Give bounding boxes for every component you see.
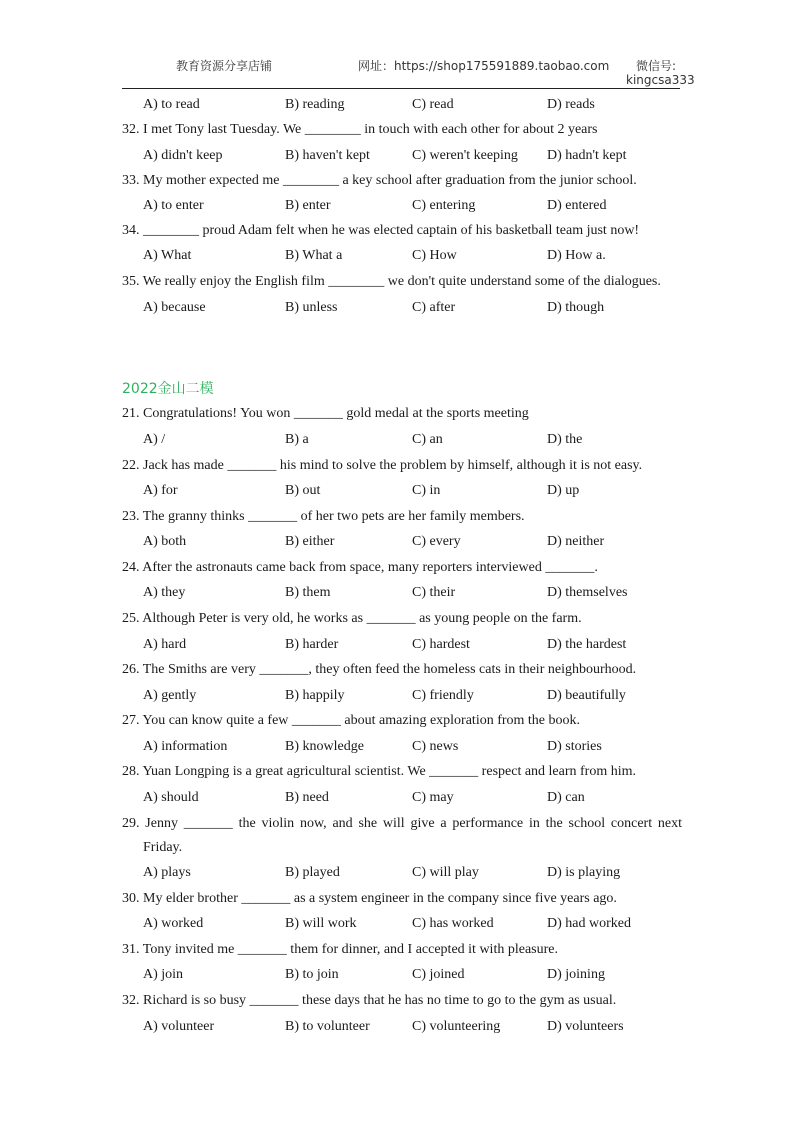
option-b: B) haven't kept (285, 148, 370, 163)
option-c: C) How (412, 248, 457, 263)
option-b: B) played (285, 865, 340, 880)
option-c: C) weren't keeping (412, 148, 518, 163)
option-a: A) volunteer (143, 1019, 215, 1034)
option-b: B) happily (285, 688, 345, 703)
option-a: A) join (143, 967, 184, 982)
option-d: D) themselves (547, 585, 628, 600)
option-a: A) because (143, 300, 206, 315)
option-d: D) is playing (547, 865, 621, 880)
option-c: C) in (412, 483, 441, 498)
option-d: D) How a. (547, 248, 606, 263)
wechat-label: 微信号: (636, 59, 677, 73)
question-text: 33. My mother expected me ________ a key school after graduation from the junior school. (122, 173, 637, 188)
option-a: A) What (143, 248, 192, 263)
option-b: B) will work (285, 916, 357, 931)
option-b: B) either (285, 534, 335, 549)
option-c: C) their (412, 585, 456, 600)
question-text: 35. We really enjoy the English film ________ we don't quite understand some of the dialogues. (122, 274, 661, 289)
wechat-id: kingcsa333 (626, 73, 695, 87)
option-d: D) volunteers (547, 1019, 624, 1034)
question-text: 22. Jack has made _______ his mind to solve the problem by himself, although it is not easy. (122, 458, 643, 473)
option-d: D) had worked (547, 916, 631, 931)
option-a: A) for (143, 483, 178, 498)
question-line-1: 29. Jenny _______ the violin now, and she will give a performance in the school concert next (122, 816, 682, 831)
option-b: B) What a (285, 248, 343, 263)
question-text: 21. Congratulations! You won _______ gold medal at the sports meeting (122, 406, 529, 421)
option-d: D) stories (547, 739, 602, 754)
section-title: 2022金山二模 (122, 381, 214, 397)
option-b: B) out (285, 483, 321, 498)
option-a: A) plays (143, 865, 191, 880)
option-d: D) though (547, 300, 605, 315)
option-a: A) hard (143, 637, 187, 652)
option-a: A) didn't keep (143, 148, 223, 163)
option-b: B) need (285, 790, 329, 805)
question-line-2: Friday. (143, 840, 183, 855)
option-c: C) read (412, 97, 454, 112)
option-b: B) to join (285, 967, 339, 982)
option-b: B) knowledge (285, 739, 364, 754)
question-text: 32. I met Tony last Tuesday. We ________ in touch with each other for about 2 years (122, 122, 598, 137)
option-c: C) may (412, 790, 454, 805)
shop-url: 网址：https://shop175591889.taobao.com (358, 59, 610, 73)
option-d: D) the hardest (547, 637, 627, 652)
option-b: B) unless (285, 300, 338, 315)
option-c: C) friendly (412, 688, 474, 703)
option-a: A) to enter (143, 198, 204, 213)
option-a: A) they (143, 585, 186, 600)
option-b: B) reading (285, 97, 345, 112)
option-d: D) joining (547, 967, 605, 982)
option-b: B) harder (285, 637, 339, 652)
shop-name: 教育资源分享店铺 (176, 59, 273, 73)
option-c: C) after (412, 300, 456, 315)
question-text: 23. The granny thinks _______ of her two pets are her family members. (122, 509, 525, 524)
option-b: B) them (285, 585, 331, 600)
option-a: A) to read (143, 97, 200, 112)
option-a: A) / (143, 432, 166, 447)
question-text: 25. Although Peter is very old, he works as _______ as young people on the farm. (122, 611, 582, 626)
option-a: A) information (143, 739, 228, 754)
question-text: 34. ________ proud Adam felt when he was elected captain of his basketball team just now! (122, 223, 640, 238)
option-c: C) entering (412, 198, 476, 213)
option-d: D) the (547, 432, 583, 447)
option-d: D) entered (547, 198, 607, 213)
page-header (0, 0, 800, 92)
option-c: C) has worked (412, 916, 494, 931)
question-text: 32. Richard is so busy _______ these days that he has no time to go to the gym as usual. (122, 993, 617, 1008)
option-b: B) a (285, 432, 309, 447)
option-d: D) can (547, 790, 585, 805)
question-text: 31. Tony invited me _______ them for dinner, and I accepted it with pleasure. (122, 942, 558, 957)
question-text: 26. The Smiths are very _______, they often feed the homeless cats in their neighbourhood. (122, 662, 637, 677)
option-c: C) every (412, 534, 461, 549)
option-c: C) volunteering (412, 1019, 501, 1034)
option-c: C) joined (412, 967, 465, 982)
option-c: C) will play (412, 865, 479, 880)
option-b: B) enter (285, 198, 331, 213)
option-d: D) neither (547, 534, 605, 549)
option-a: A) should (143, 790, 199, 805)
option-d: D) reads (547, 97, 595, 112)
option-d: D) up (547, 483, 580, 498)
question-text: 30. My elder brother _______ as a system engineer in the company since five years ago. (122, 891, 617, 906)
question-text: 27. You can know quite a few _______ about amazing exploration from the book. (122, 713, 581, 728)
header-divider (122, 88, 680, 89)
question-text: 28. Yuan Longping is a great agricultural scientist. We _______ respect and learn from him. (122, 764, 637, 779)
option-a: A) gently (143, 688, 197, 703)
option-d: D) beautifully (547, 688, 626, 703)
option-d: D) hadn't kept (547, 148, 627, 163)
option-a: A) both (143, 534, 187, 549)
option-c: C) news (412, 739, 459, 754)
question-text (122, 814, 682, 858)
option-b: B) to volunteer (285, 1019, 370, 1034)
option-c: C) hardest (412, 637, 470, 652)
option-c: C) an (412, 432, 443, 447)
option-a: A) worked (143, 916, 204, 931)
question-text: 24. After the astronauts came back from space, many reporters interviewed _______. (122, 560, 598, 575)
